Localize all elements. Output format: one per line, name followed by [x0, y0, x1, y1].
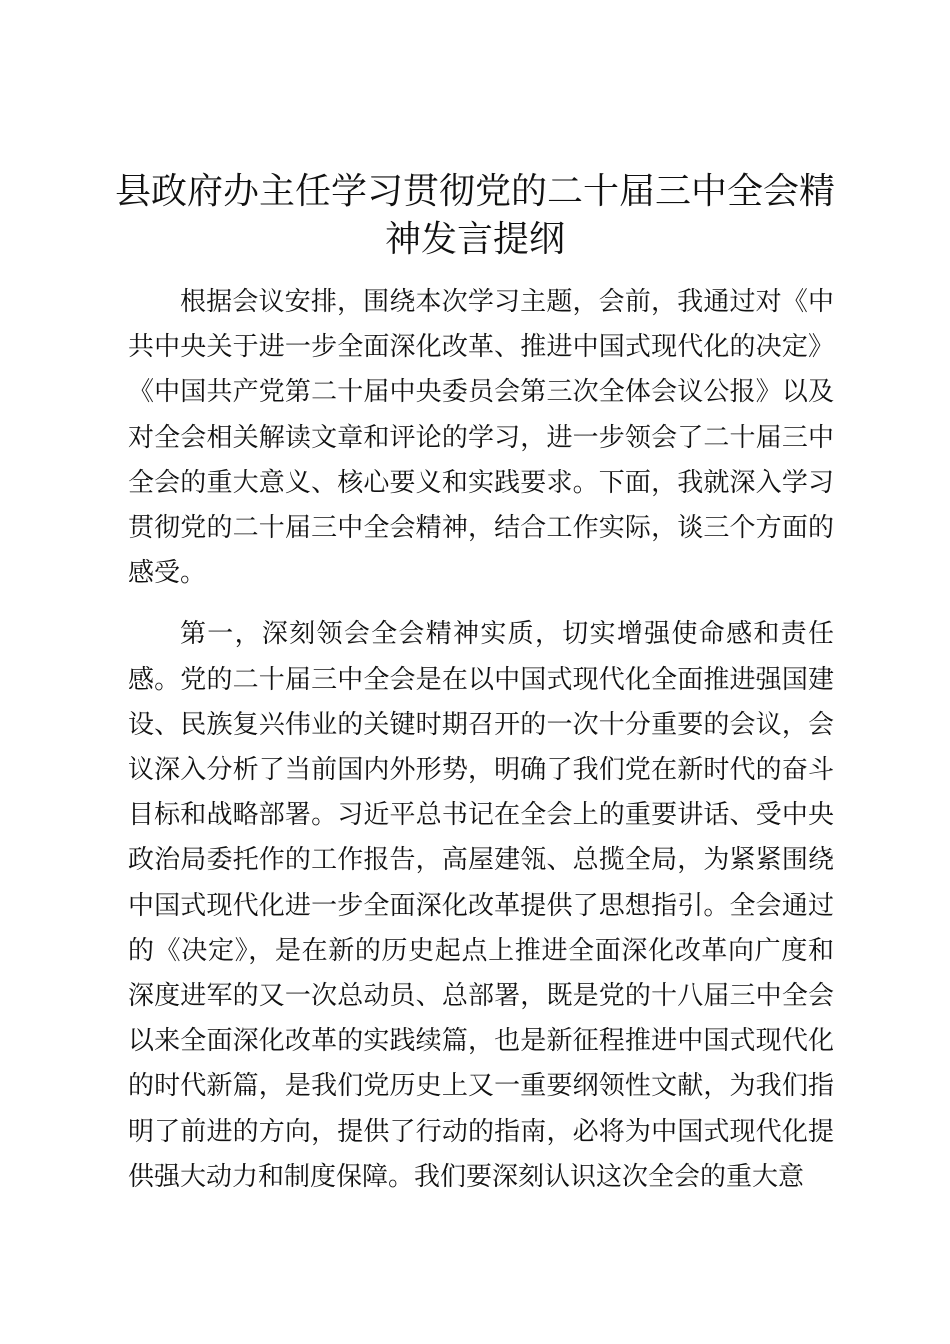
paragraph-intro: 根据会议安排，围绕本次学习主题，会前，我通过对《中共中央关于进一步全面深化改革、推进中国式现代化的决定》《中国共产党第二十届中央委员会第三次全体会议公报》以及对全会相关解读文章和评论的学习，进一步领会了二十届三中全会的重大意义、核心要义和实践要求。下面，我就深入学习贯彻党的二十届三中全会精神，结合工作实际，谈三个方面的感受。 [128, 287, 834, 589]
document-body [128, 280, 834, 1216]
document-title: 县政府办主任学习贯彻党的二十届三中全会精神发言提纲 [114, 171, 835, 260]
paragraph-first-point: 第一，深刻领会全会精神实质，切实增强使命感和责任感。党的二十届三中全会是在以中国式现代化全面推进强国建设、民族复兴伟业的关键时期召开的一次十分重要的会议，会议深入分析了当前国内外形势，明确了我们党在新时代的奋斗目标和战略部署。习近平总书记在全会上的重要讲话、受中央政治局委托作的工作报告，高屋建瓴、总揽全局，为紧紧围绕中国式现代化进一步全面深化改革提供了思想指引。全会通过的《决定》，是在新的历史起点上推进全面深化改革向广度和深度进军的又一次总动员、总部署，既是党的十八届三中全会以来全面深化改革的实践续篇，也是新征程推进中国式现代化的时代新篇，是我们党历史上又一重要纲领性文献，为我们指明了前进的方向，提供了行动的指南，必将为中国式现代化提供强大动力和制度保障。我们要深刻认识这次全会的重大意 [128, 619, 834, 1192]
